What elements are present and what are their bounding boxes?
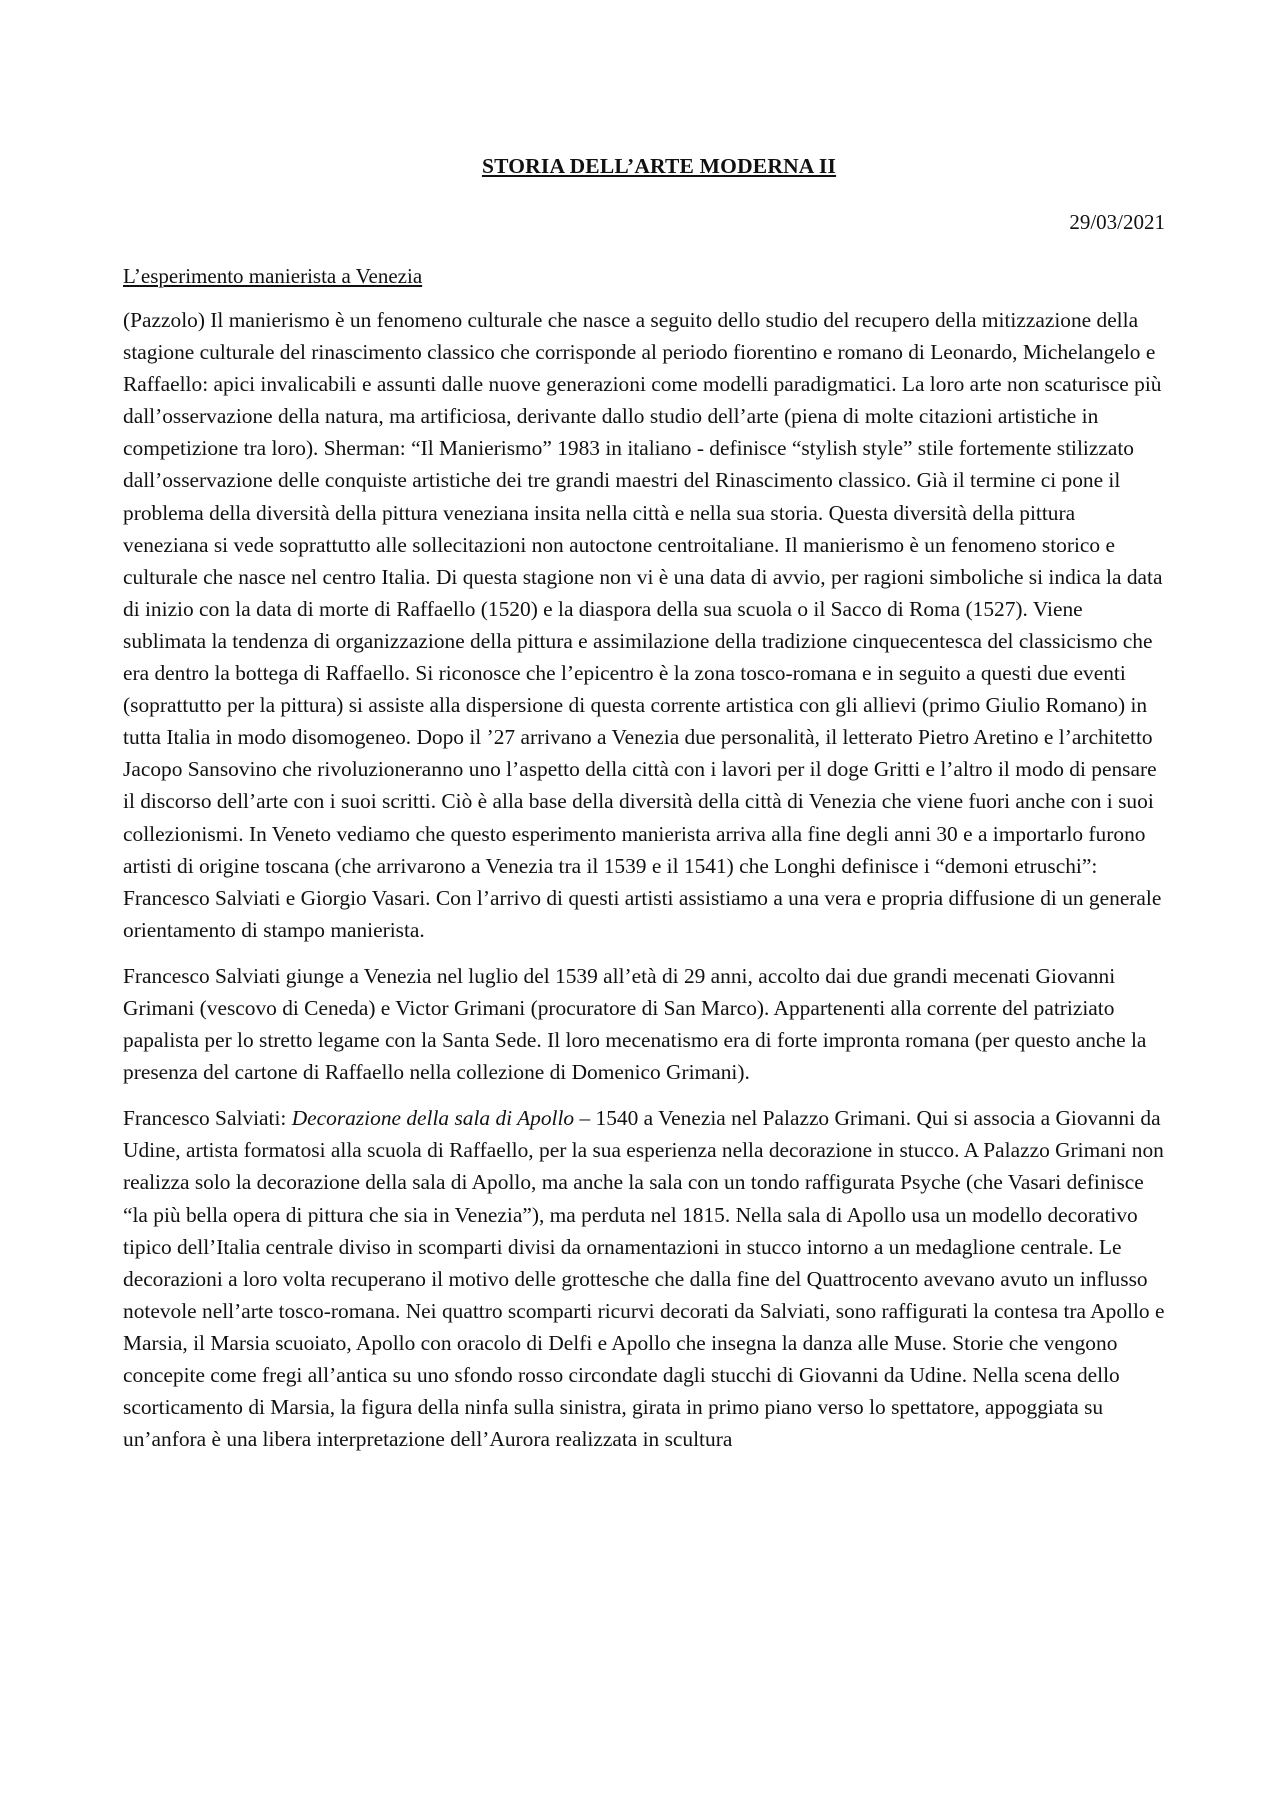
artwork-title: Decorazione della sala di Apollo [291,1106,575,1131]
paragraph-body-text: – 1540 a Venezia nel Palazzo Grimani. Qui si associa a Giovanni da Udine, artista formatosi alla scuola di Raffaello, per la sua esperienza nella decorazione in stucco. A Palazzo Grimani non realizza solo la decorazione della sala di Apollo, ma anche la sala con un tondo raffigurata Psyche (che Vasari definisce “la più bella opera di pittura che sia in Venezia”), ma perduta nel 1815. Nella sala di Apollo usa un modello decorativo tipico dell’Italia centrale diviso in scomparti divisi da ornamentazioni in stucco intorno a un medaglione centrale. Le decorazioni a loro volta recuperano il motivo delle grottesche che dalla fine del Quattrocento avevano avuto un influsso notevole nell’arte tosco-romana. Nei quattro scomparti ricurvi decorati da Salviati, sono raffigurati la contesa tra Apollo e Marsia, il Marsia scuoiato, Apollo con oracolo di Delfi e Apollo che insegna la danza alle Muse. Storie che vengono concepite come fregi all’antica su uno sfondo rosso circondate dagli stucchi di Giovanni da Udine. Nella scena dello scorticamento di Marsia, la figura della ninfa sulla sinistra, girata in primo piano verso lo spettatore, appoggiata su un’anfora è una libera interpretazione dell’Aurora realizzata in scultura [123,1106,1165,1452]
section-title: L’esperimento manierista a Venezia [123,264,423,288]
document-title: STORIA DELL’ARTE MODERNA II [481,154,837,178]
paragraph-sala-di-apollo [123,1102,1165,1455]
paragraph-lead-text: Francesco Salviati: [123,1106,292,1131]
paragraph-manierismo: (Pazzolo) Il manierismo è un fenomeno culturale che nasce a seguito dello studio del recupero della mitizzazione della stagione culturale del rinascimento classico che corrisponde al periodo fiorentino e romano di Leonardo, Michelangelo e Raffaello: apici invalicabili e assunti dalle nuove generazioni come modelli paradigmatici. La loro arte non scaturisce più dall’osservazione della natura, ma artificiosa, derivante dallo studio dell’arte (piena di molte citazioni artistiche in competizione tra loro). Sherman: “Il Manierismo” 1983 in italiano - definisce “stylish style” stile fortemente stilizzato dall’osservazione delle conquiste artistiche dei tre grandi maestri del Rinascimento classico. Già il termine ci pone il problema della diversità della pittura veneziana insita nella città e nella sua storia. Questa diversità della pittura veneziana si vede soprattutto alle sollecitazioni non autoctone centroitaliane. Il manierismo è un fenomeno storico e culturale che nasce nel centro Italia. Di questa stagione non vi è una data di avvio, per ragioni simboliche si indica la data di inizio con la data di morte di Raffaello (1520) e la diaspora della sua scuola o il Sacco di Roma (1527). Viene sublimata la tendenza di organizzazione della pittura e assimilazione della tradizione cinquecentesca del classicismo che era dentro la bottega di Raffaello. Si riconosce che l’epicentro è la zona tosco-romana e in seguito a questi due eventi (soprattutto per la pittura) si assiste alla dispersione di questa corrente artistica con gli allievi (primo Giulio Romano) in tutta Italia in modo disomogeneo. Dopo il ’27 arrivano a Venezia due personalità, il letterato Pietro Aretino e l’architetto Jacopo Sansovino che rivoluzioneranno uno l’aspetto della città con i lavori per il doge Gritti e l’altro il modo di pensare il discorso dell’arte con i suoi scritti. Ciò è alla base della diversità della città di Venezia che viene fuori anche con i suoi collezionismi. In Veneto vediamo che questo esperimento manierista arriva alla fine degli anni 30 e a importarlo furono artisti di origine toscana (che arrivarono a Venezia tra il 1539 e il 1541) che Longhi definisce i “demoni etruschi”: Francesco Salviati e Giorgio Vasari. Con l’arrivo di questi artisti assistiamo a una vera e propria diffusione di un generale orientamento di stampo manierista. [123,308,1163,942]
document-date: 29/03/2021 [1069,210,1165,234]
paragraph-salviati-arrivo: Francesco Salviati giunge a Venezia nel luglio del 1539 all’età di 29 anni, accolto dai due grandi mecenati Giovanni Grimani (vescovo di Ceneda) e Victor Grimani (procuratore di San Marco). Appartenenti alla corrente del patriziato papalista per lo stretto legame con la Santa Sede. Il loro mecenatismo era di forte impronta romana (per questo anche la presenza del cartone di Raffaello nella collezione di Domenico Grimani). [123,963,1147,1085]
document-body [123,150,1165,1455]
